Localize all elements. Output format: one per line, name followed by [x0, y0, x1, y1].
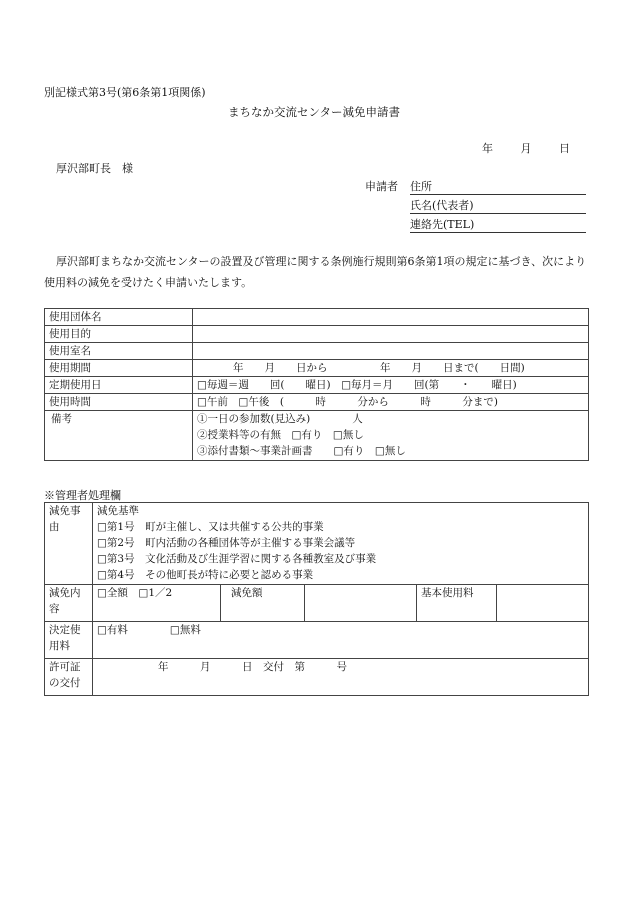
body-text: 厚沢部町まちなか交流センターの設置及び管理に関する条例施行規則第6条第1項の規定に基づき、次により使用料の減免を受けたく申請いたします。 [44, 255, 587, 289]
table-row [45, 411, 589, 461]
regular-days-label: 定期使用日 [45, 377, 193, 394]
remarks-line-1: ①一日の参加数(見込み) 人 [197, 413, 363, 425]
remarks-input[interactable] [193, 411, 589, 461]
content-label: 減免内容 [45, 585, 93, 622]
criteria-item-2[interactable]: □第2号 町内活動の各種団体等が主催する事業会議等 [97, 537, 356, 549]
permit-label: 許可証の交付 [45, 659, 93, 696]
decided-fee-label: 決定使用料 [45, 622, 93, 659]
applicant-contact-field[interactable] [410, 216, 586, 233]
applicant-contact-label: 連絡先(TEL) [410, 216, 586, 233]
table-row [45, 585, 589, 622]
applicant-label: 申請者 [365, 180, 398, 193]
table-row [45, 503, 589, 585]
table-row [45, 659, 589, 696]
amount-input[interactable] [305, 585, 417, 622]
applicant-name-label: 氏名(代表者) [410, 197, 586, 214]
decided-fee-options[interactable]: □有料 □無料 [93, 622, 589, 659]
date-line [482, 140, 570, 156]
date-year: 年 [482, 142, 493, 155]
reason-label: 減免事由 [45, 503, 93, 585]
room-input[interactable] [193, 343, 589, 360]
admin-table [44, 502, 589, 696]
document-title: まちなか交流センター減免申請書 [228, 105, 401, 119]
permit-input[interactable]: 年 月 日 交付 第 号 [93, 659, 589, 696]
criteria-item-3[interactable]: □第3号 文化活動及び生涯学習に関する各種教室及び事業 [97, 553, 377, 565]
table-row [45, 326, 589, 343]
applicant-address-label: 住所 [410, 178, 586, 195]
admin-section-header: ※管理者処理欄 [44, 489, 121, 502]
applicant-name-field[interactable] [410, 197, 586, 214]
period-label: 使用期間 [45, 360, 193, 377]
table-row [45, 360, 589, 377]
period-input[interactable]: 年 月 日から 年 月 日まで( 日間) [193, 360, 589, 377]
usage-table [44, 308, 589, 461]
table-row [45, 309, 589, 326]
time-label: 使用時間 [45, 394, 193, 411]
date-day: 日 [559, 142, 570, 155]
remarks-label: 備考 [45, 411, 193, 461]
purpose-input[interactable] [193, 326, 589, 343]
group-name-label: 使用団体名 [45, 309, 193, 326]
reason-criteria [93, 503, 589, 585]
form-reference: 別記様式第3号(第6条第1項関係) [44, 86, 206, 99]
criteria-item-1[interactable]: □第1号 町が主催し、又は共催する公共的事業 [97, 521, 324, 533]
table-row [45, 343, 589, 360]
group-name-input[interactable] [193, 309, 589, 326]
remarks-line-2: ②授業料等の有無 □有り □無し [197, 429, 364, 441]
criteria-item-4[interactable]: □第4号 その他町長が特に必要と認める事業 [97, 569, 314, 581]
amount-label: 減免額 [221, 585, 305, 622]
table-row [45, 622, 589, 659]
base-fee-input[interactable] [497, 585, 589, 622]
remarks-line-3: ③添付書類～事業計画書 □有り □無し [197, 445, 406, 457]
applicant-address-field[interactable] [410, 178, 586, 195]
time-input[interactable]: □午前 □午後 ( 時 分から 時 分まで) [193, 394, 589, 411]
table-row [45, 394, 589, 411]
table-row [45, 377, 589, 394]
purpose-label: 使用目的 [45, 326, 193, 343]
room-label: 使用室名 [45, 343, 193, 360]
date-month: 月 [520, 142, 532, 155]
base-fee-label: 基本使用料 [417, 585, 497, 622]
criteria-title: 減免基準 [97, 505, 139, 517]
content-options[interactable]: □全額 □1／2 [93, 585, 221, 622]
addressee: 厚沢部町長 様 [56, 162, 133, 175]
regular-days-input[interactable]: □毎週＝週 回( 曜日) □毎月＝月 回(第 ・ 曜日) [193, 377, 589, 394]
